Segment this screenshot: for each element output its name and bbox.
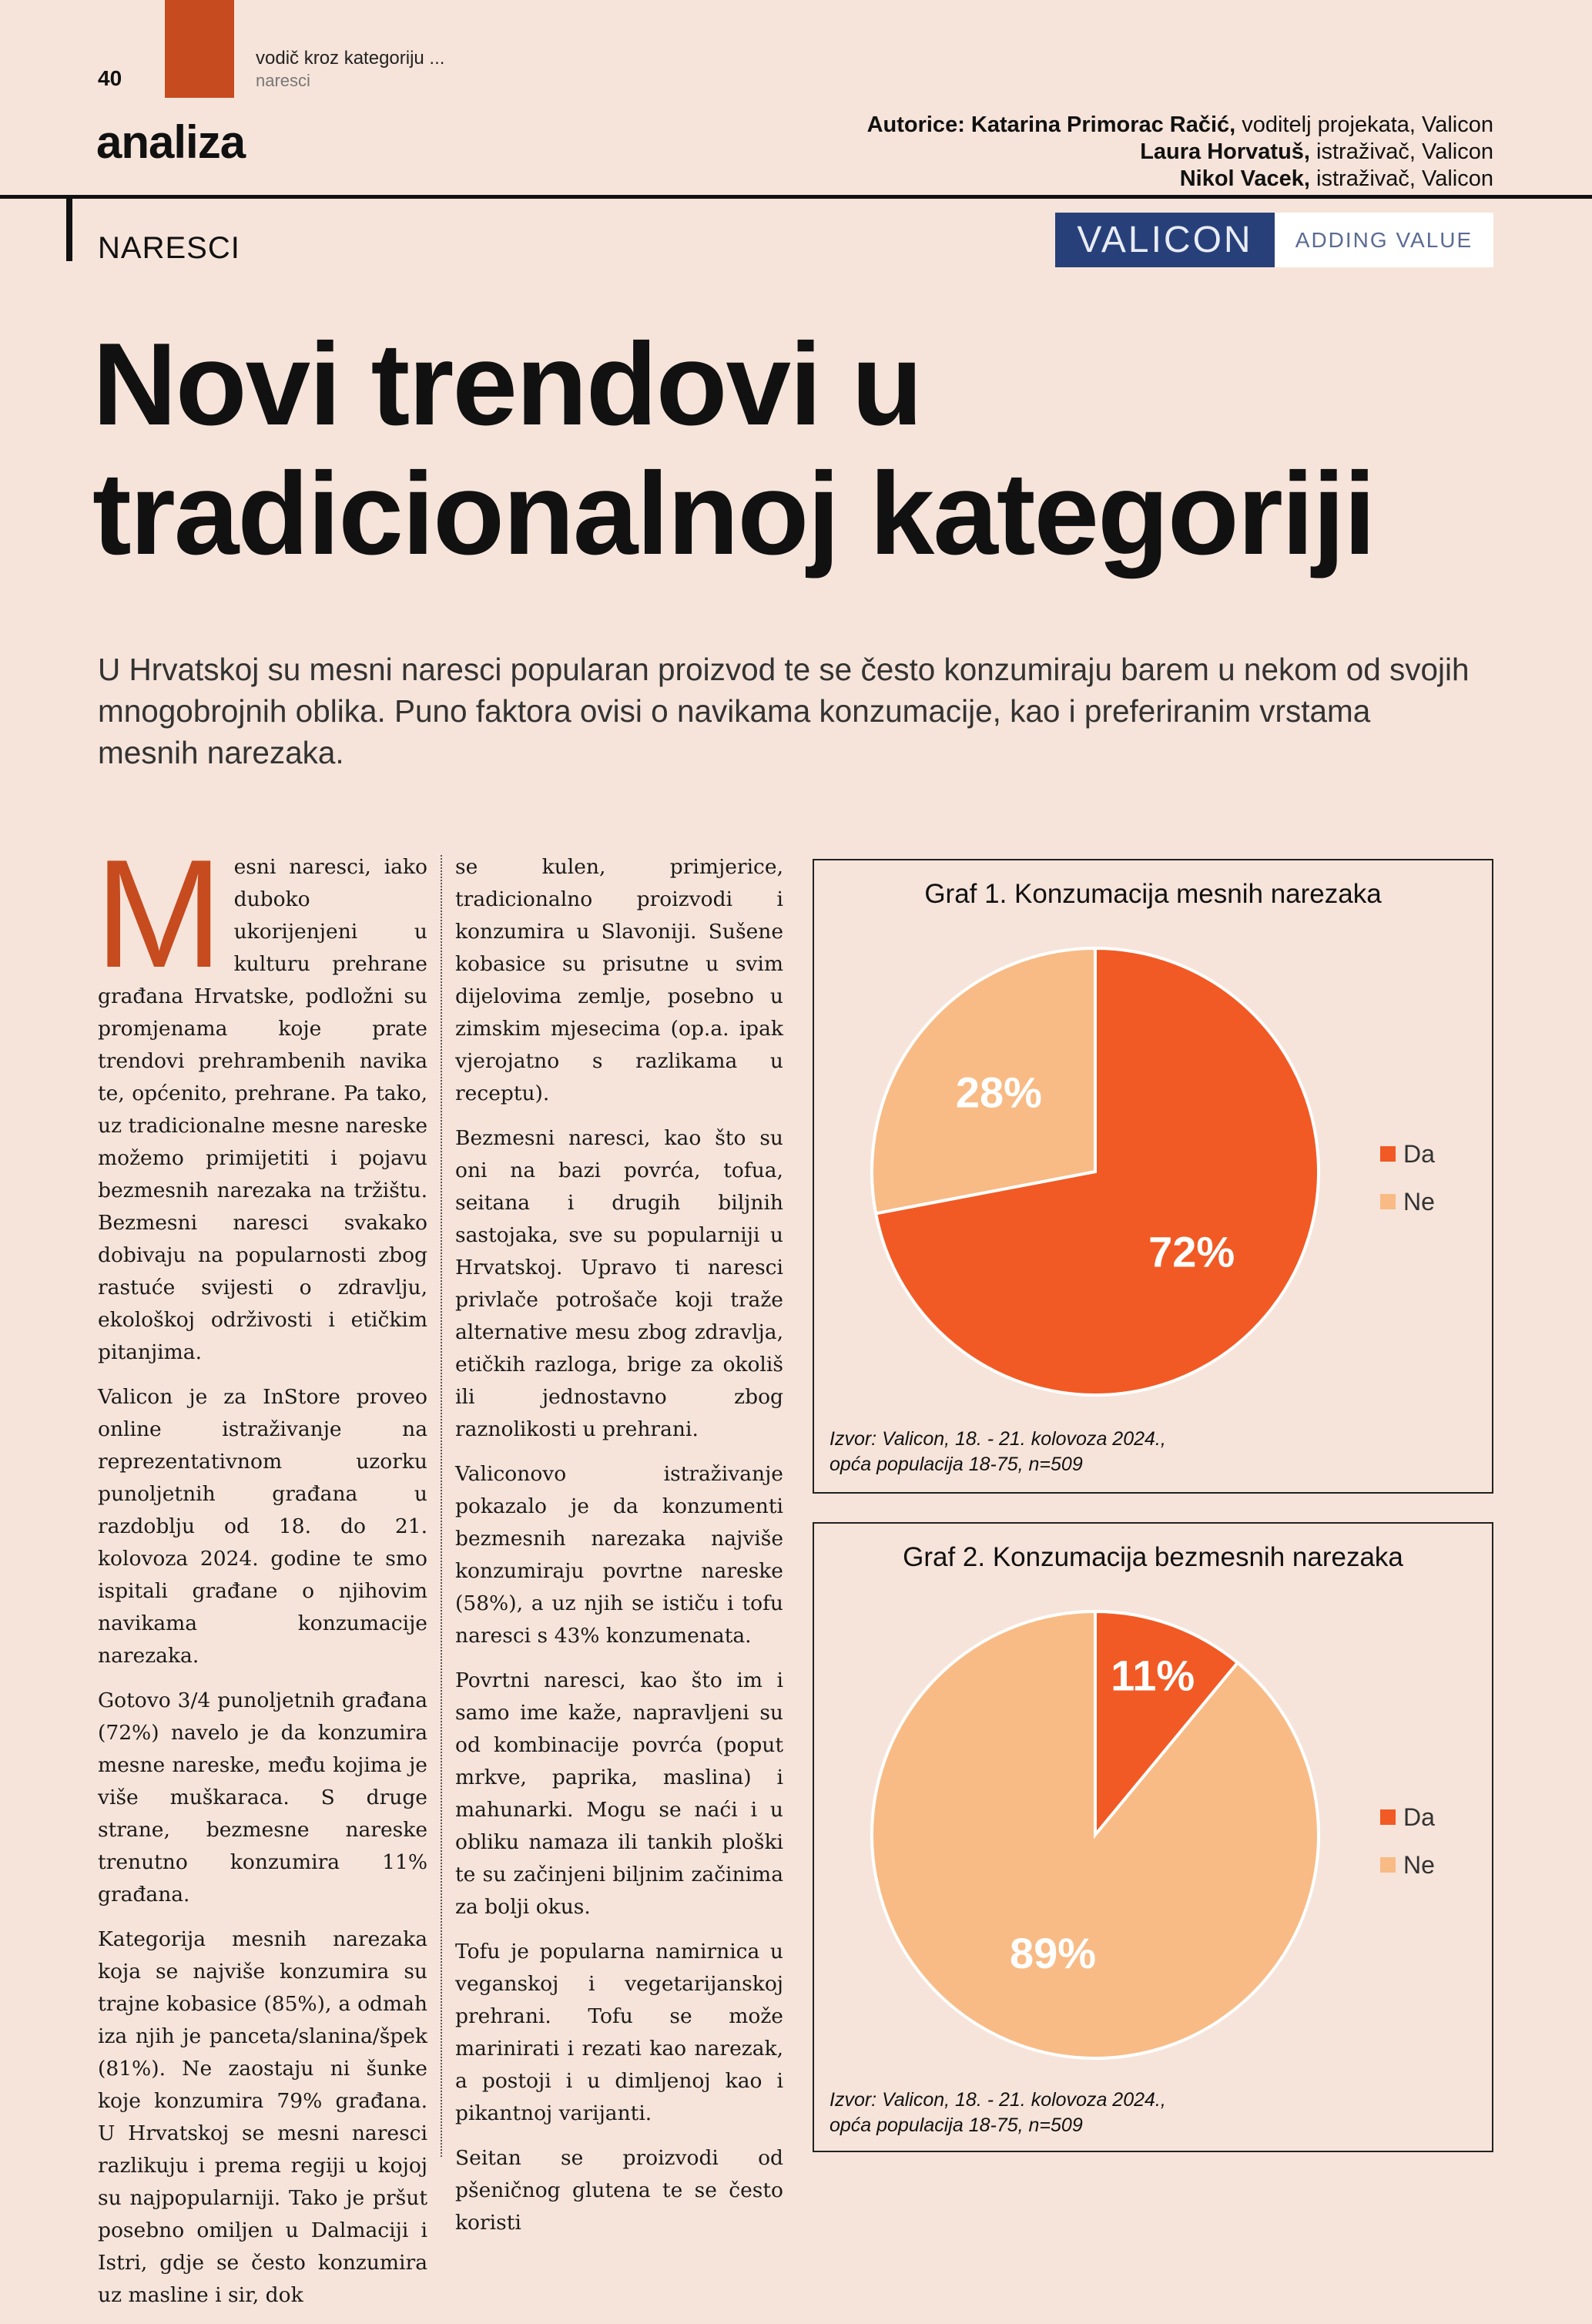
pie-data-label: 89% bbox=[1009, 1928, 1097, 1977]
author-line bbox=[867, 166, 1493, 193]
text-column-2 bbox=[455, 851, 783, 2252]
article-title bbox=[92, 320, 1556, 578]
title-line: Novi trendovi u bbox=[92, 319, 922, 450]
category-label: NARESCI bbox=[98, 231, 240, 265]
breadcrumb-sub: naresci bbox=[256, 71, 310, 90]
paragraph: Gotovo 3/4 punoljetnih građana (72%) navelo je da konzumira mesne nareske, među kojima je više muškaraca. S druge strane, bezmesne nareske trenutno konzumira 11% građana. bbox=[98, 1689, 427, 1906]
chart-legend bbox=[1380, 1793, 1435, 1889]
legend-item-da: Da bbox=[1380, 1793, 1435, 1841]
header-rule bbox=[0, 195, 1592, 199]
authors bbox=[867, 112, 1493, 193]
chart-title: Graf 2. Konzumacija bezmesnih narezaka bbox=[903, 1542, 1403, 1572]
paragraph: Bezmesni naresci, kao što su oni na bazi povrća, tofua, seitana i drugih biljnih sastojaka, sve su popularniji u Hrvatskoj. Upravo ti naresci privlače potrošače koji traže alternative mesu zbog zdravlja, etičkih razloga, brige za okoliš ili jednostavno zbog raznolikosti u prehrani. bbox=[455, 1126, 783, 1441]
section-tab-marker bbox=[165, 0, 234, 98]
paragraph: Mesni naresci, iako duboko ukorijenjeni u kulturu prehrane građana Hrvatske, podložni su promjenama koje prate trendovi prehrambenih navika te, općenito, prehrane. Pa tako, uz tradicionalne mesne nareske možemo primijetiti i pojavu bezmesnih narezaka na tržištu. Bezmesni naresci svakako dobivaju na popularnosti zbog rastuće svijesti o zdravlju, ekološkoj održivosti i etičkim pitanjima. bbox=[95, 828, 427, 1364]
title-line: tradicionalnoj kategoriji bbox=[92, 448, 1375, 579]
chart-source: Izvor: Valicon, 18. - 21. kolovoza 2024., opća populacija 18-75, n=509 bbox=[830, 2089, 1166, 2136]
page-number: 40 bbox=[98, 66, 122, 90]
author-line bbox=[867, 139, 1493, 166]
paragraph: Valiconovo istraživanje pokazalo je da konzumenti bezmesnih narezaka najviše konzumiraju povrtne nareske (58%), a uz njih se ističu i tofu naresci s 43% konzumenata. bbox=[455, 1462, 783, 1648]
legend-swatch bbox=[1380, 1857, 1396, 1873]
paragraph: Povrtni naresci, kao što im i samo ime kaže, napravljeni su od kombinacije povrća (poput mrkve, paprika, maslina) i mahunarki. Mogu se naći i u obliku namaza ili tankih ploški te su začinjeni biljnim začinima za bolji okus. bbox=[455, 1668, 783, 1919]
logo-name: VALICON bbox=[1055, 213, 1275, 267]
legend-item-ne: Ne bbox=[1380, 1178, 1435, 1226]
paragraph: se kulen, primjerice, tradicionalno proizvodi i konzumira u Slavoniji. Sušene kobasice su prisutne u svim dijelovima zemlje, posebno u zimskim mjesecima (op.a. ipak vjerojatno s razlikama u receptu). bbox=[455, 855, 783, 1105]
drop-cap: M bbox=[95, 828, 223, 1000]
logo-tagline: ADDING VALUE bbox=[1275, 213, 1493, 267]
author-name: Autorice: Katarina Primorac Račić, bbox=[866, 112, 1236, 137]
pie-data-label: 28% bbox=[955, 1068, 1042, 1117]
paragraph: Tofu je popularna namirnica u veganskoj i vegetarijanskoj prehrani. Tofu se može marinirati i rezati kao narezak, a postoji i u dimljenoj kao i pikantnoj varijanti. bbox=[455, 1940, 783, 2125]
author-line bbox=[867, 112, 1493, 139]
pie-data-label: 72% bbox=[1148, 1227, 1235, 1276]
author-role: istraživač, Valicon bbox=[1310, 139, 1493, 164]
chart-source: Izvor: Valicon, 18. - 21. kolovoza 2024., opća populacija 18-75, n=509 bbox=[830, 1428, 1166, 1475]
chart-1 bbox=[813, 859, 1493, 1494]
valicon-logo bbox=[1055, 213, 1493, 267]
paragraph: Kategorija mesnih narezaka koja se najviše konzumira su trajne kobasice (85%), a odmah iza njih je panceta/slanina/špek (81%). Ne zaostaju ni šunke koje konzumira 79% građana. U Hrvatskoj se mesni naresci razlikuju i prema regiji u kojoj su najpopularniji. Tako je pršut posebno omiljen u Dalmaciji i Istri, gdje se često konzumira uz masline i sir, dok bbox=[98, 1927, 427, 2307]
author-name: Laura Horvatuš, bbox=[1140, 139, 1310, 164]
legend-swatch bbox=[1380, 1194, 1396, 1209]
section-label: analiza bbox=[96, 116, 246, 168]
breadcrumb: vodič kroz kategoriju ... bbox=[256, 48, 445, 69]
author-role: istraživač, Valicon bbox=[1310, 166, 1493, 191]
author-name: Nikol Vacek, bbox=[1179, 166, 1310, 191]
paragraph: Valicon je za InStore proveo online istraživanje na reprezentativnom uzorku punoljetnih građana u razdoblju od 18. do 21. kolovoza 2024. godine te smo ispitali građane o njihovim navikama konzumacije narezaka. bbox=[98, 1385, 427, 1668]
author-role: voditelj projekata, Valicon bbox=[1235, 112, 1493, 137]
lead-paragraph: U Hrvatskoj su mesni naresci popularan proizvod te se često konzumiraju barem u nekom od svojih mnogobrojnih oblika. Puno faktora ovisi o navikama konzumacije, kao i preferiranim vrstama mesnih narezaka. bbox=[98, 652, 1470, 770]
paragraph: Seitan se proizvodi od pšeničnog glutena te se često koristi bbox=[455, 2146, 783, 2235]
chart-2 bbox=[813, 1522, 1493, 2152]
pie-slice-ne bbox=[872, 1611, 1319, 2058]
legend-item-ne: Ne bbox=[1380, 1841, 1435, 1889]
legend-item-da: Da bbox=[1380, 1130, 1435, 1178]
text-column-1 bbox=[95, 828, 427, 2324]
column-divider bbox=[441, 855, 442, 2157]
chart-title: Graf 1. Konzumacija mesnih narezaka bbox=[924, 879, 1382, 909]
pie-data-label: 11% bbox=[1111, 1651, 1195, 1700]
category-bar bbox=[66, 195, 72, 261]
legend-swatch bbox=[1380, 1809, 1396, 1825]
legend-swatch bbox=[1380, 1146, 1396, 1162]
chart-legend bbox=[1380, 1130, 1435, 1226]
